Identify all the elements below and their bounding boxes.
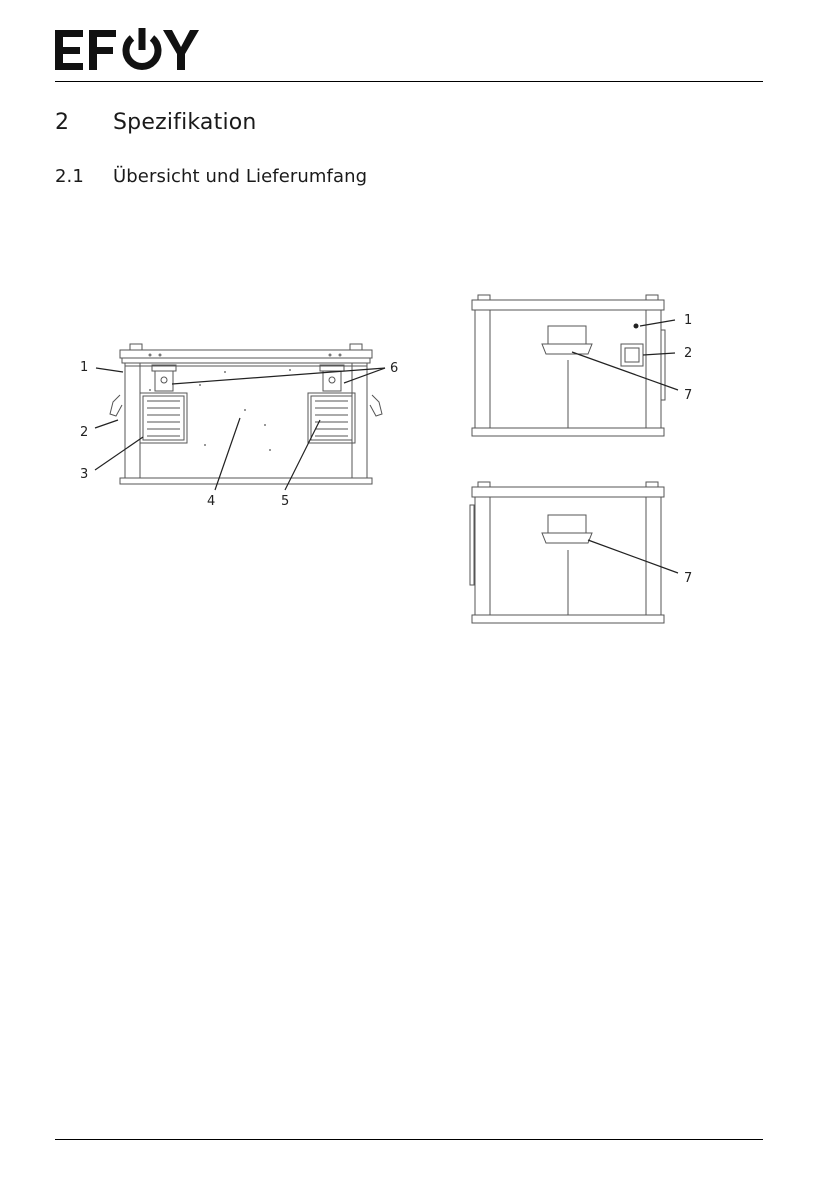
front-callout-5: 5	[281, 494, 290, 509]
side-top-callout-2: 2	[684, 346, 693, 361]
side-bottom-callout-7: 7	[684, 571, 693, 586]
front-callout-2: 2	[80, 425, 89, 440]
footer-rule	[55, 1139, 763, 1140]
front-view-drawing	[110, 344, 382, 484]
side-top-callout-1: 1	[684, 313, 693, 328]
section-number: 2	[55, 110, 70, 135]
side-view-bottom-drawing	[470, 482, 664, 623]
subsection-number: 2.1	[55, 166, 84, 187]
front-callout-1: 1	[80, 360, 89, 375]
side-top-callout-7: 7	[684, 388, 693, 403]
section-title: Spezifikation	[113, 110, 257, 135]
side-view-top-drawing	[472, 295, 665, 436]
front-callout-4: 4	[207, 494, 216, 509]
front-callout-6: 6	[390, 361, 399, 376]
front-callout-3: 3	[80, 467, 89, 482]
subsection-title: Übersicht und Lieferumfang	[113, 166, 368, 187]
